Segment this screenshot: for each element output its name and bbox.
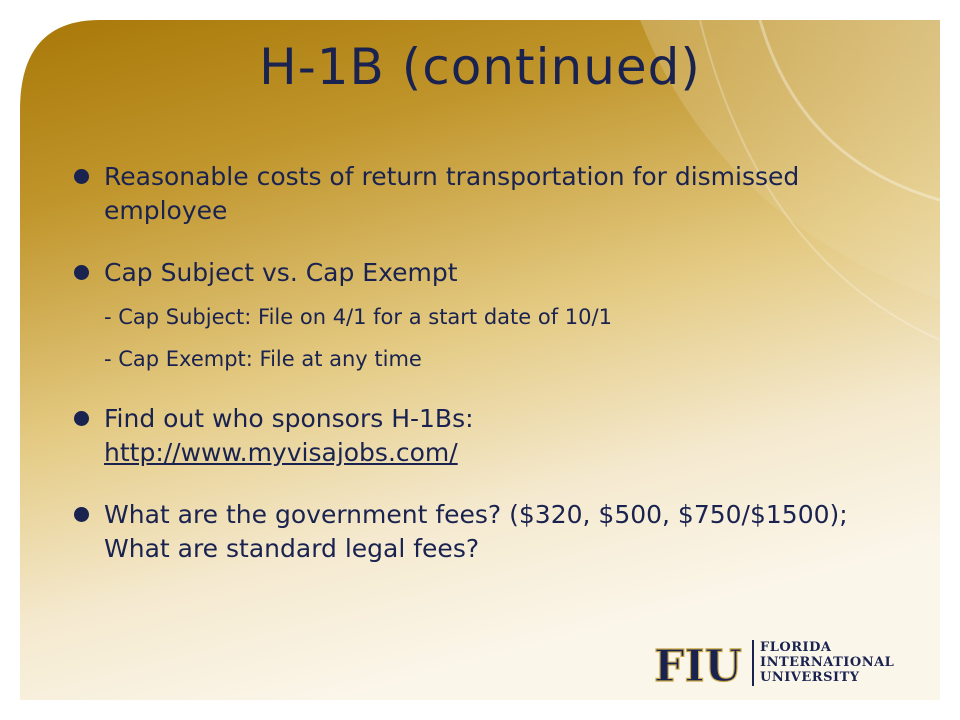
logo-line-1: FLORIDA	[760, 640, 832, 655]
bullet-text: What are the government fees? ($320, $500, $750/$1500); What are standard legal fees?	[104, 500, 848, 563]
logo-line-3: UNIVERSITY	[760, 670, 860, 685]
sub-bullet-item: - Cap Subject: File on 4/1 for a start date of 10/1	[104, 305, 612, 329]
bullet-text: Cap Subject vs. Cap Exempt	[104, 258, 458, 287]
bullet-icon	[74, 169, 89, 184]
bullet-text: Find out who sponsors H-1Bs:	[104, 404, 474, 433]
bullet-text: Reasonable costs of return transportation for dismissed employee	[104, 162, 800, 225]
bullet-icon	[74, 265, 89, 280]
logo-divider	[752, 640, 754, 686]
bullet-item	[70, 256, 850, 290]
myvisajobs-link[interactable]: http://www.myvisajobs.com/	[104, 438, 458, 467]
logo-wordmark	[760, 640, 894, 685]
bullet-item	[70, 160, 850, 228]
logo-line-2: INTERNATIONAL	[760, 655, 895, 670]
bullet-list	[70, 160, 850, 566]
sub-bullet-item: - Cap Exempt: File at any time	[104, 347, 422, 371]
bullet-icon	[74, 411, 89, 426]
fiu-logo-mark	[652, 640, 744, 686]
bullet-item	[70, 402, 850, 470]
bullet-item	[70, 498, 850, 566]
bullet-icon	[74, 507, 89, 522]
slide-title: H-1B (continued)	[259, 38, 701, 96]
fiu-logo	[652, 636, 895, 692]
fiu-logo-mark-text: FIU	[654, 641, 742, 686]
